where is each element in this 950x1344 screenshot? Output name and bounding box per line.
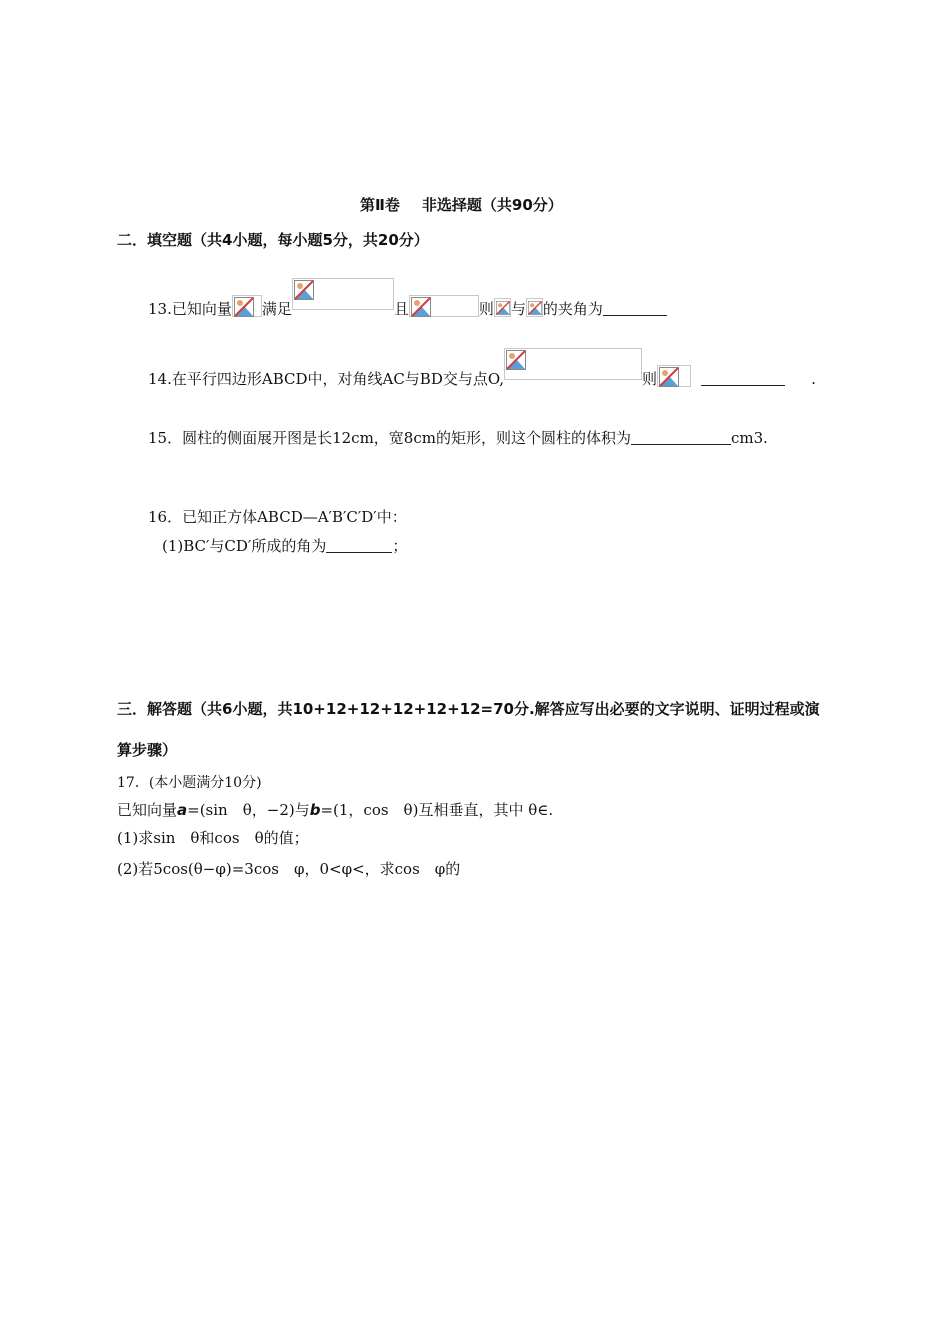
section-title xyxy=(360,194,563,215)
q14-text-1: 则 xyxy=(642,370,658,388)
q17-line1-a: 已知向量 xyxy=(117,801,178,819)
q13-text-1: 满足 xyxy=(261,300,292,318)
q15-unit: cm3. xyxy=(730,429,768,447)
q13-text-4: 与 xyxy=(510,300,526,318)
answer-blank xyxy=(701,371,785,386)
question-17-line-3: (2)若5cos(θ−φ)=3cos φ，0<φ<，求cos φ的 xyxy=(117,860,461,878)
broken-image-icon xyxy=(494,298,511,317)
q13-prefix: 13.已知向量 xyxy=(148,300,232,318)
answer-blank xyxy=(326,538,392,553)
q13-text-5: 的夹角为 xyxy=(542,300,603,318)
broken-image-icon xyxy=(409,295,479,317)
question-17-header: 17．(本小题满分10分) xyxy=(117,775,262,791)
question-14 xyxy=(148,348,816,389)
question-16-line-1: 16．已知正方体ABCD—A′B′C′D′中： xyxy=(148,508,407,526)
q16-line2-prefix: (1)BC′与CD′所成的角为 xyxy=(162,537,327,555)
answer-blank xyxy=(603,301,667,316)
broken-image-icon xyxy=(526,298,543,317)
question-16-line-2 xyxy=(162,535,407,556)
vector-b: b xyxy=(309,801,321,819)
q17-line1-b: =(sin θ，−2)与 xyxy=(187,801,310,819)
answer-section-heading-line-1: 三．解答题（共6小题，共10+12+12+12+12+12=70分.解答应写出必要的文字说明、证明过程或演 xyxy=(117,700,820,718)
answer-blank xyxy=(631,430,731,445)
answer-section-heading-line-2: 算步骤） xyxy=(117,741,178,759)
broken-image-icon xyxy=(657,365,691,387)
question-17-line-2: (1)求sin θ和cos θ的值； xyxy=(117,829,309,847)
q14-prefix: 14.在平行四边形ABCD中，对角线AC与BD交与点O, xyxy=(148,370,505,388)
broken-image-icon xyxy=(292,278,394,310)
q17-line1-c: =(1，cos θ)互相垂直，其中 θ∈. xyxy=(320,801,554,819)
question-15 xyxy=(148,427,768,448)
fill-section-heading: 二．填空题（共4小题，每小题5分，共20分） xyxy=(117,231,429,249)
section-part: 第Ⅱ卷 xyxy=(360,196,400,214)
q14-end: . xyxy=(811,370,816,388)
broken-image-icon xyxy=(232,295,262,317)
q15-prefix: 15．圆柱的侧面展开图是长12cm，宽8cm的矩形，则这个圆柱的体积为 xyxy=(148,429,631,447)
section-name: 非选择题（共90分） xyxy=(421,196,563,214)
vector-a: a xyxy=(177,801,188,819)
q13-text-3: 则 xyxy=(478,300,494,318)
broken-image-icon xyxy=(504,348,642,380)
question-17-line-1 xyxy=(117,799,553,820)
q13-text-2: 且 xyxy=(393,300,409,318)
question-13 xyxy=(148,278,667,319)
q16-line2-end: ； xyxy=(392,537,408,555)
